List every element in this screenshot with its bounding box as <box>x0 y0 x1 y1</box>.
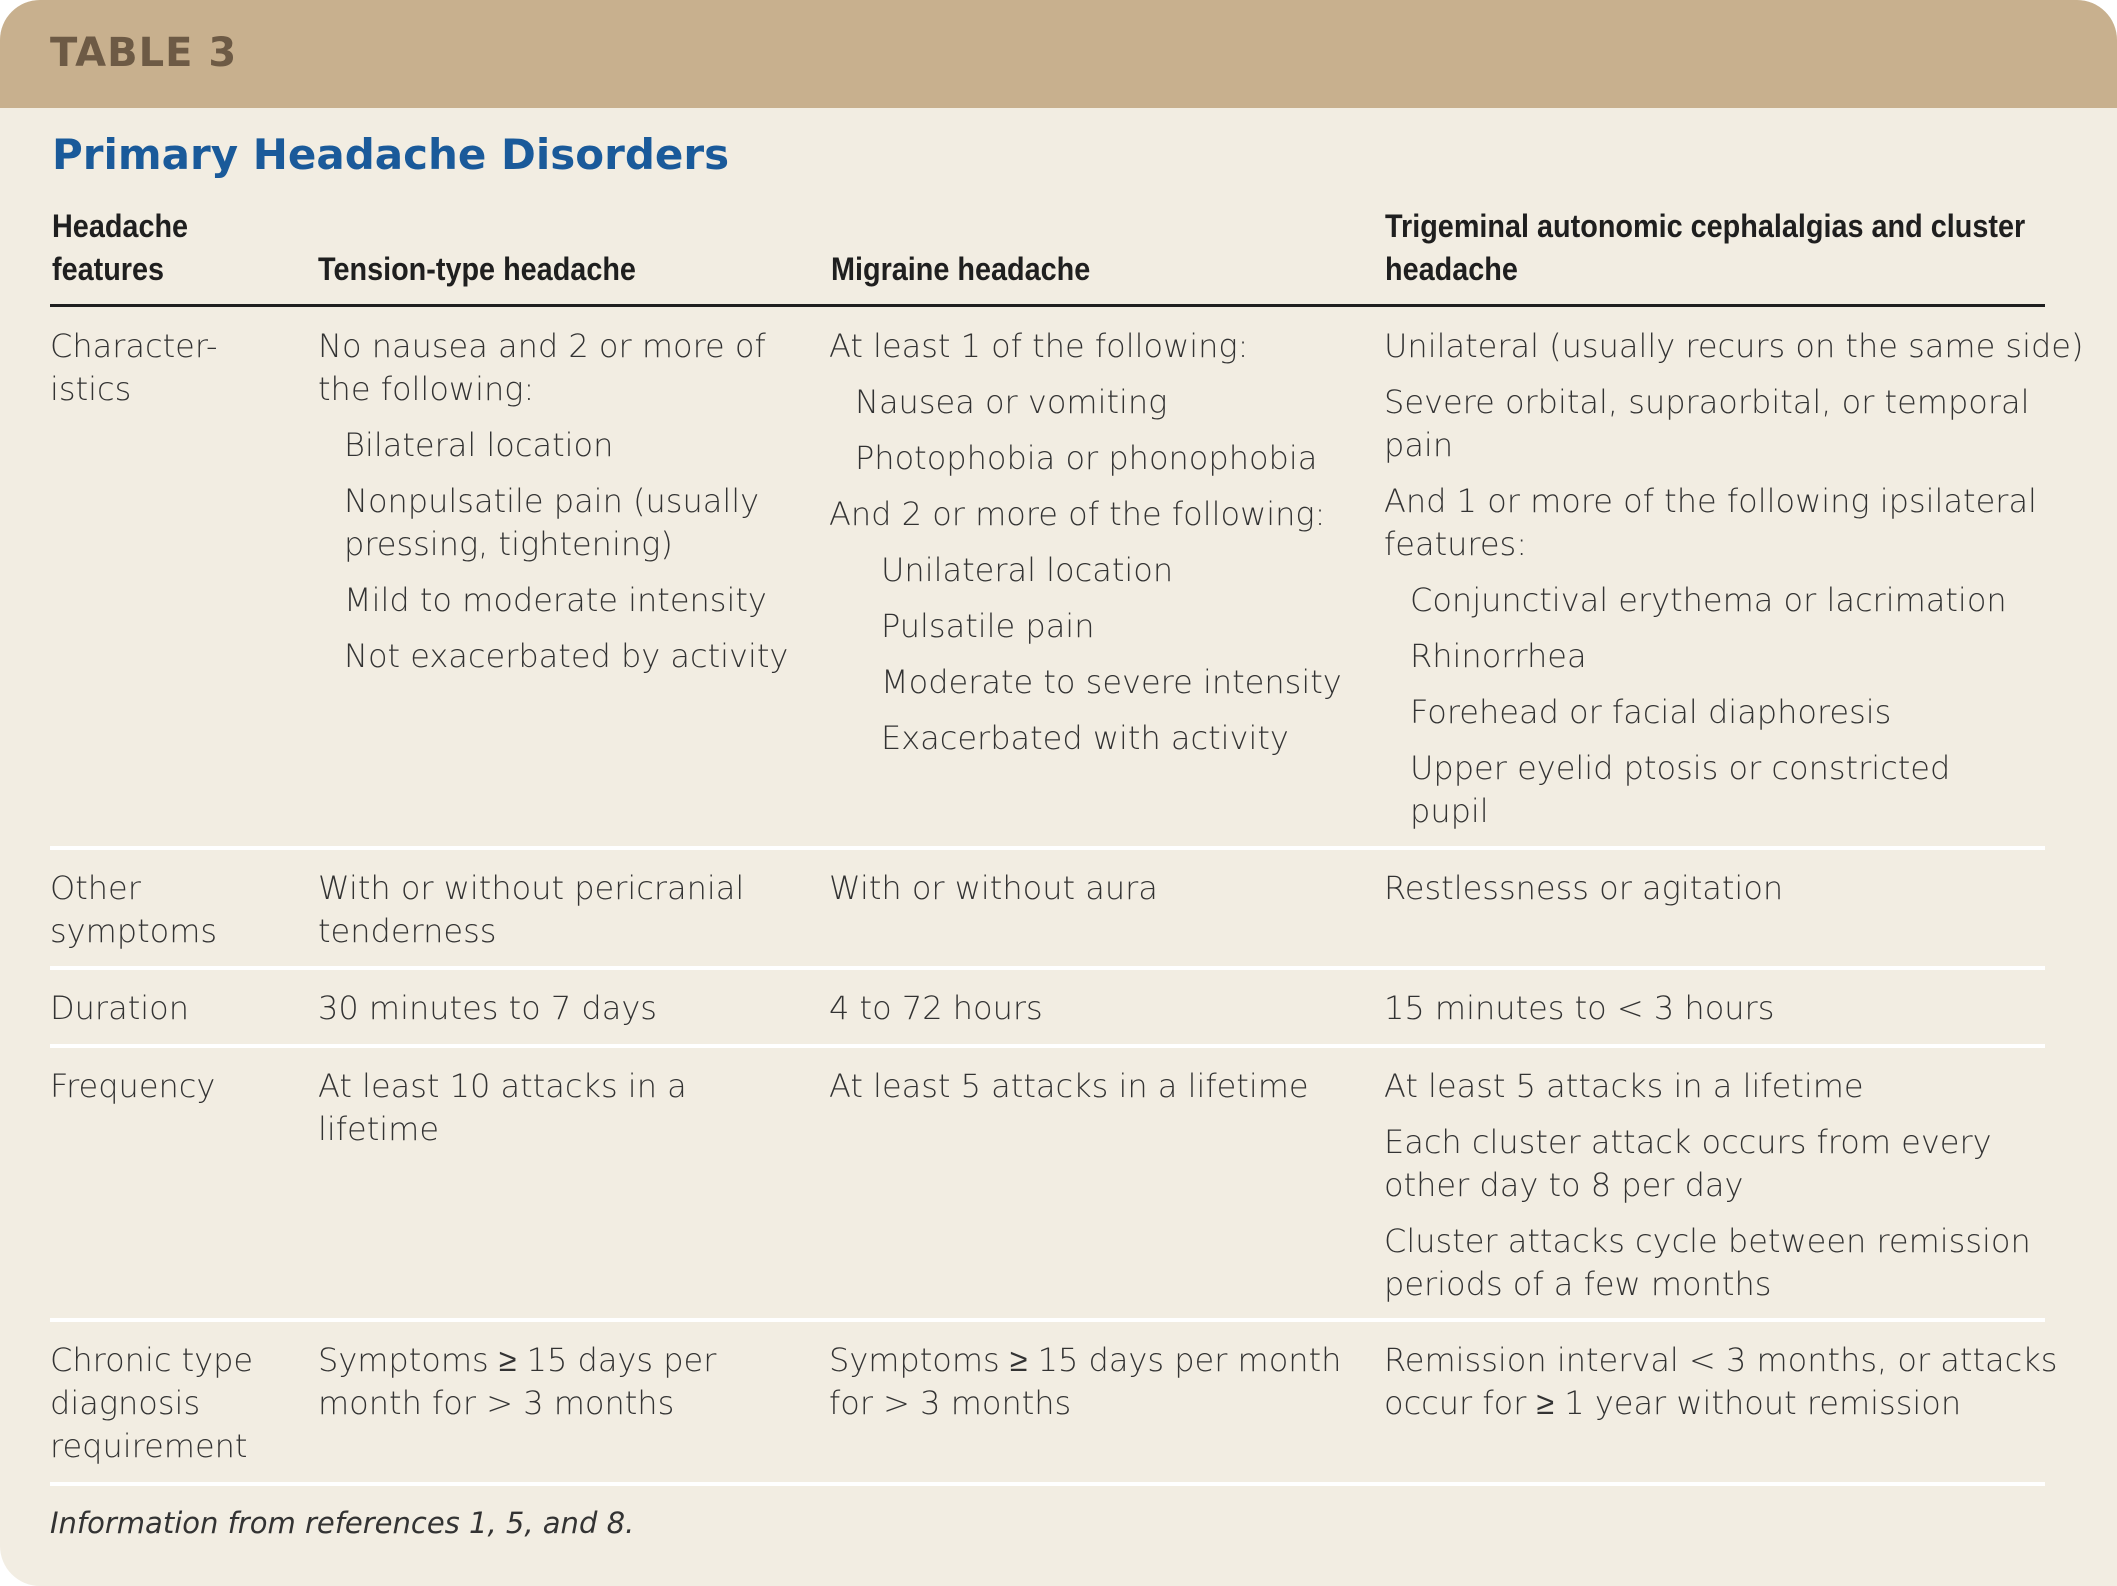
cell-duration-migraine <box>829 987 1043 1030</box>
row-label-frequency <box>50 1065 215 1108</box>
header-trigeminal: Trigeminal autonomic cephalalgias and cluster headache <box>1385 208 2026 287</box>
cell-line: diagnosis <box>50 1384 201 1422</box>
table-banner <box>0 0 2117 108</box>
cell-line: features: <box>1384 525 1527 563</box>
cell-line: symptoms <box>50 912 218 950</box>
cell-duration-tension <box>318 987 657 1030</box>
cell-line: Remission interval < 3 months, or attacks <box>1384 1341 2058 1379</box>
cell-line: And 2 or more of the following: <box>829 495 1326 533</box>
cell-line: Moderate to severe intensity <box>881 663 1342 701</box>
cell-line: At least 5 attacks in a lifetime <box>829 1067 1309 1105</box>
cell-line: Exacerbated with activity <box>881 719 1289 757</box>
row-divider <box>50 966 2045 970</box>
cell-line: Symptoms ≥ 15 days per month <box>829 1341 1342 1379</box>
cell-line: pupil <box>1410 792 1489 830</box>
cell-characteristics-trigeminal <box>1384 325 2083 833</box>
cell-line: Symptoms ≥ 15 days per <box>318 1341 717 1379</box>
cell-line: Duration <box>50 989 189 1027</box>
cell-chronic-tension <box>318 1339 716 1425</box>
cell-line: Nausea or vomiting <box>855 383 1168 421</box>
cell-line: other day to 8 per day <box>1384 1166 1744 1204</box>
cell-frequency-trigeminal <box>1384 1065 2031 1306</box>
row-divider <box>50 846 2045 850</box>
row-divider <box>50 1482 2045 1486</box>
cell-line: the following: <box>318 370 535 408</box>
cell-line: And 1 or more of the following ipsilateral <box>1384 482 2037 520</box>
cell-line: istics <box>50 370 132 408</box>
cell-line: No nausea and 2 or more of <box>318 327 766 365</box>
cell-line: Character- <box>50 327 218 365</box>
cell-line: requirement <box>50 1427 248 1465</box>
cell-line: At least 10 attacks in a <box>318 1067 687 1105</box>
cell-duration-trigeminal <box>1384 987 1774 1030</box>
cell-line: lifetime <box>318 1110 440 1148</box>
cell-line: Rhinorrhea <box>1410 637 1587 675</box>
cell-line: Other <box>50 869 141 907</box>
header-tension: Tension-type headache <box>318 251 636 287</box>
cell-line: Chronic type <box>50 1341 254 1379</box>
cell-line: Bilateral location <box>344 426 614 464</box>
cell-line: Each cluster attack occurs from every <box>1384 1123 1992 1161</box>
cell-other-tension <box>318 867 744 953</box>
cell-line: occur for ≥ 1 year without remission <box>1384 1384 1962 1422</box>
cell-line: With or without aura <box>829 869 1158 907</box>
cell-frequency-migraine <box>829 1065 1309 1108</box>
cell-line: Photophobia or phonophobia <box>855 439 1318 477</box>
header-migraine: Migraine headache <box>831 251 1091 287</box>
cell-line: At least 5 attacks in a lifetime <box>1384 1067 1864 1105</box>
cell-line: Frequency <box>50 1067 216 1105</box>
cell-line: tenderness <box>318 912 497 950</box>
cell-line: Mild to moderate intensity <box>344 581 767 619</box>
cell-line: pressing, tightening) <box>344 525 673 563</box>
table-footnote: Information from references 1, 5, and 8. <box>50 1506 635 1540</box>
cell-line: At least 1 of the following: <box>829 327 1249 365</box>
table-number: TABLE 3 <box>50 30 238 76</box>
header-features: Headache features <box>52 208 189 287</box>
cell-line: Conjunctival erythema or lacrimation <box>1410 581 2007 619</box>
cell-line: Upper eyelid ptosis or constricted <box>1410 749 1951 787</box>
cell-line: Pulsatile pain <box>881 607 1095 645</box>
row-divider <box>50 1318 2045 1322</box>
cell-line: pain <box>1384 426 1454 464</box>
cell-line: 4 to 72 hours <box>829 989 1043 1027</box>
cell-chronic-trigeminal <box>1384 1339 2057 1425</box>
header-rule <box>50 304 2045 307</box>
row-label-chronic <box>50 1339 253 1468</box>
cell-line: Cluster attacks cycle between remission <box>1384 1222 2031 1260</box>
row-divider <box>50 1044 2045 1048</box>
cell-frequency-tension <box>318 1065 687 1151</box>
cell-line: Forehead or facial diaphoresis <box>1410 693 1892 731</box>
cell-line: With or without pericranial <box>318 869 745 907</box>
cell-line: Restlessness or agitation <box>1384 869 1784 907</box>
cell-line: Nonpulsatile pain (usually <box>344 482 760 520</box>
cell-characteristics-migraine <box>829 325 1342 760</box>
cell-line: periods of a few months <box>1384 1265 1772 1303</box>
cell-line: Unilateral location <box>881 551 1174 589</box>
cell-line: 15 minutes to < 3 hours <box>1384 989 1775 1027</box>
row-label-characteristics <box>50 325 217 411</box>
row-label-duration <box>50 987 189 1030</box>
cell-line: for > 3 months <box>829 1384 1072 1422</box>
cell-line: Not exacerbated by activity <box>344 637 789 675</box>
cell-line: 30 minutes to 7 days <box>318 989 657 1027</box>
cell-other-trigeminal <box>1384 867 1783 910</box>
cell-other-migraine <box>829 867 1158 910</box>
row-label-other-symptoms <box>50 867 217 953</box>
cell-characteristics-tension <box>318 325 788 678</box>
cell-chronic-migraine <box>829 1339 1341 1425</box>
cell-line: Severe orbital, supraorbital, or temporal <box>1384 383 2030 421</box>
cell-line: Unilateral (usually recurs on the same side) <box>1384 327 2084 365</box>
table-title: Primary Headache Disorders <box>52 130 730 179</box>
cell-line: month for > 3 months <box>318 1384 675 1422</box>
